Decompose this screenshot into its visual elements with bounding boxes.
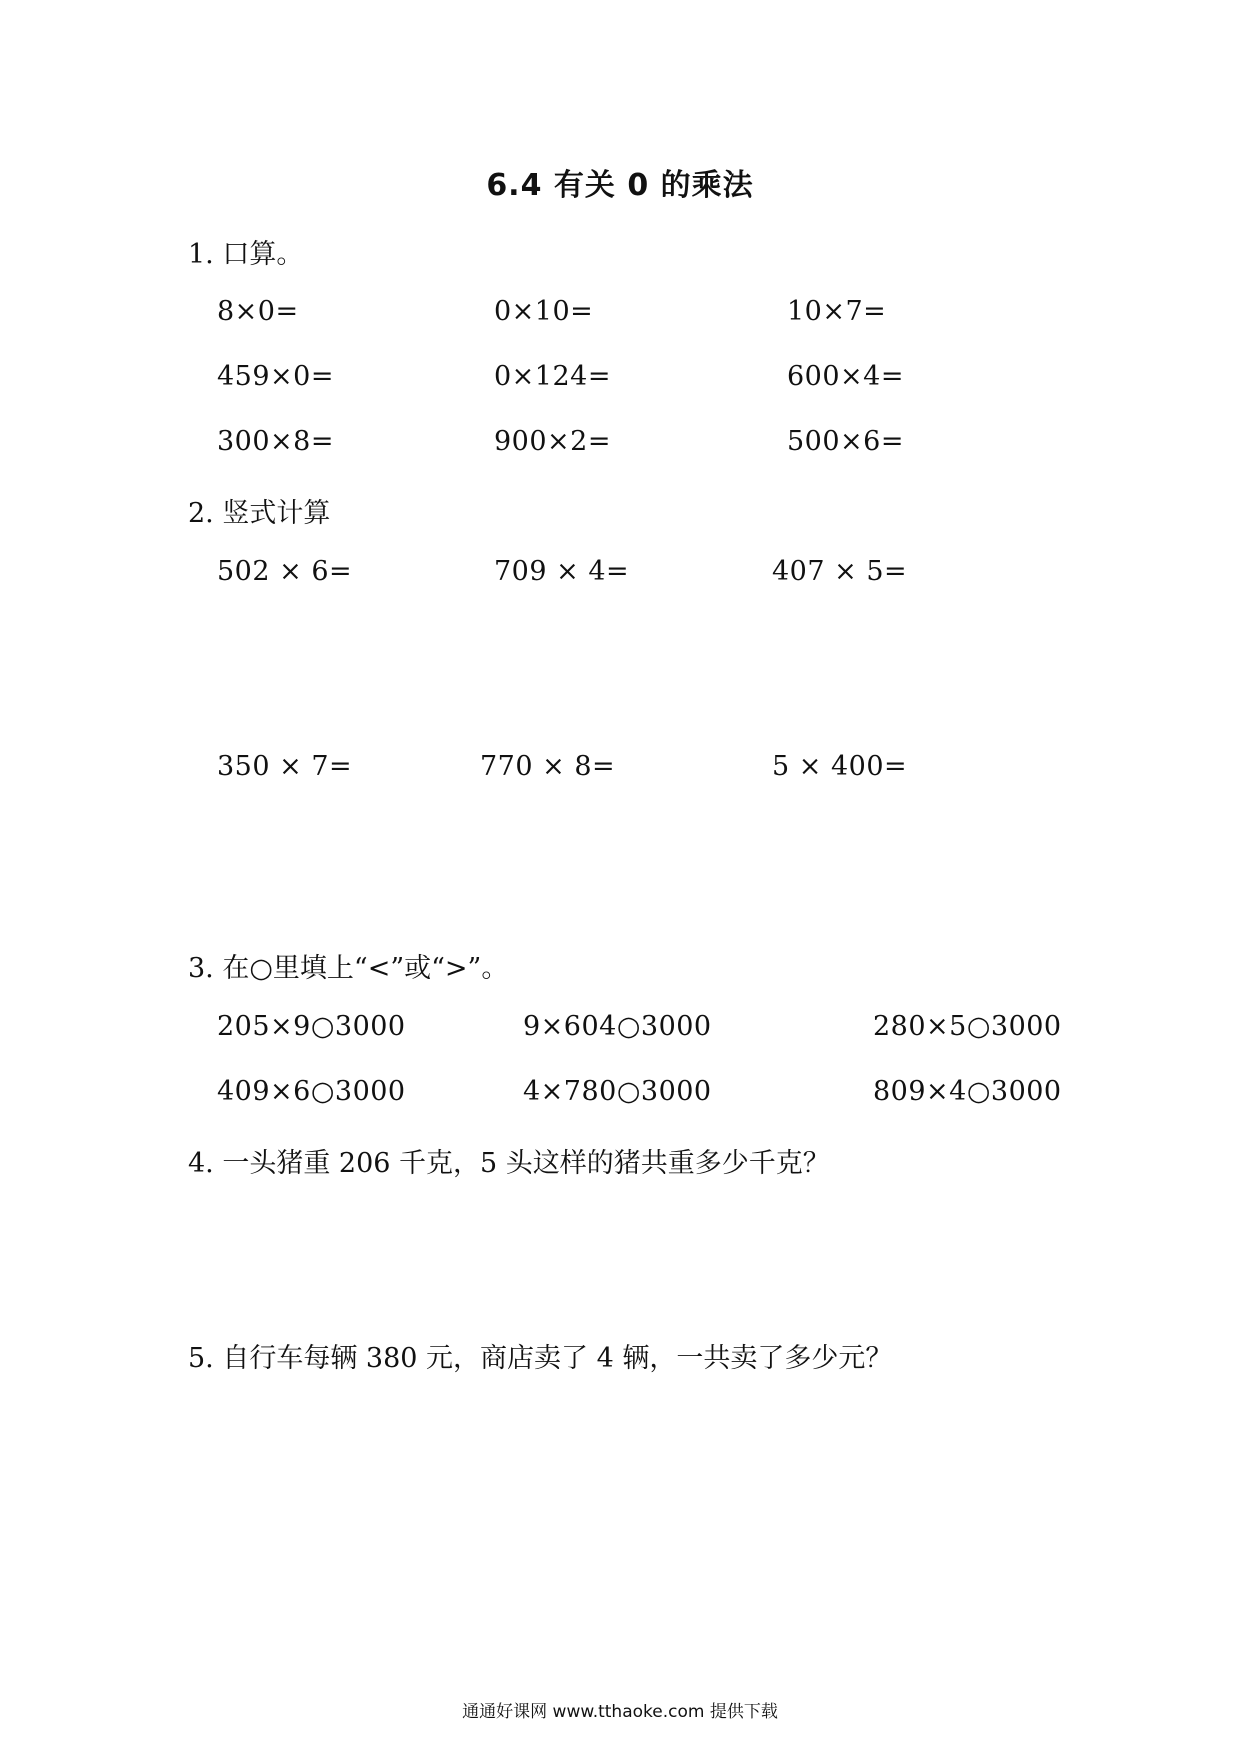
q3-item: 205×9○3000 — [217, 1011, 406, 1042]
q2-item: 770 × 8= — [480, 751, 616, 782]
question-2-label: 2. 竖式计算 — [188, 498, 331, 529]
q1-item: 500×6= — [787, 426, 904, 457]
q1-item: 600×4= — [787, 361, 904, 392]
q1-item: 10×7= — [787, 296, 887, 327]
page-title: 6.4 有关 0 的乘法 — [486, 168, 754, 203]
q1-item: 0×10= — [494, 296, 594, 327]
q2-item: 502 × 6= — [217, 556, 353, 587]
question-5-label: 5. 自行车每辆 380 元，商店卖了 4 辆，一共卖了多少元？ — [188, 1343, 893, 1374]
question-3-label: 3. 在○里填上“<”或“>”。 — [188, 953, 509, 984]
q1-item: 0×124= — [494, 361, 611, 392]
q2-item: 350 × 7= — [217, 751, 353, 782]
question-4-label: 4. 一头猪重 206 千克，5 头这样的猪共重多少千克？ — [188, 1148, 830, 1179]
q2-item: 709 × 4= — [494, 556, 630, 587]
q3-item: 9×604○3000 — [523, 1011, 712, 1042]
q1-item: 8×0= — [217, 296, 299, 327]
q3-item: 409×6○3000 — [217, 1076, 406, 1107]
q1-item: 459×0= — [217, 361, 334, 392]
q3-item: 280×5○3000 — [873, 1011, 1062, 1042]
question-1-label: 1. 口算。 — [188, 239, 304, 270]
footer-credit: 通通好课网 www.tthaoke.com 提供下载 — [462, 1702, 778, 1722]
q2-item: 5 × 400= — [772, 751, 908, 782]
q1-item: 900×2= — [494, 426, 611, 457]
q1-item: 300×8= — [217, 426, 334, 457]
q3-item: 809×4○3000 — [873, 1076, 1062, 1107]
q3-item: 4×780○3000 — [523, 1076, 712, 1107]
q2-item: 407 × 5= — [772, 556, 908, 587]
